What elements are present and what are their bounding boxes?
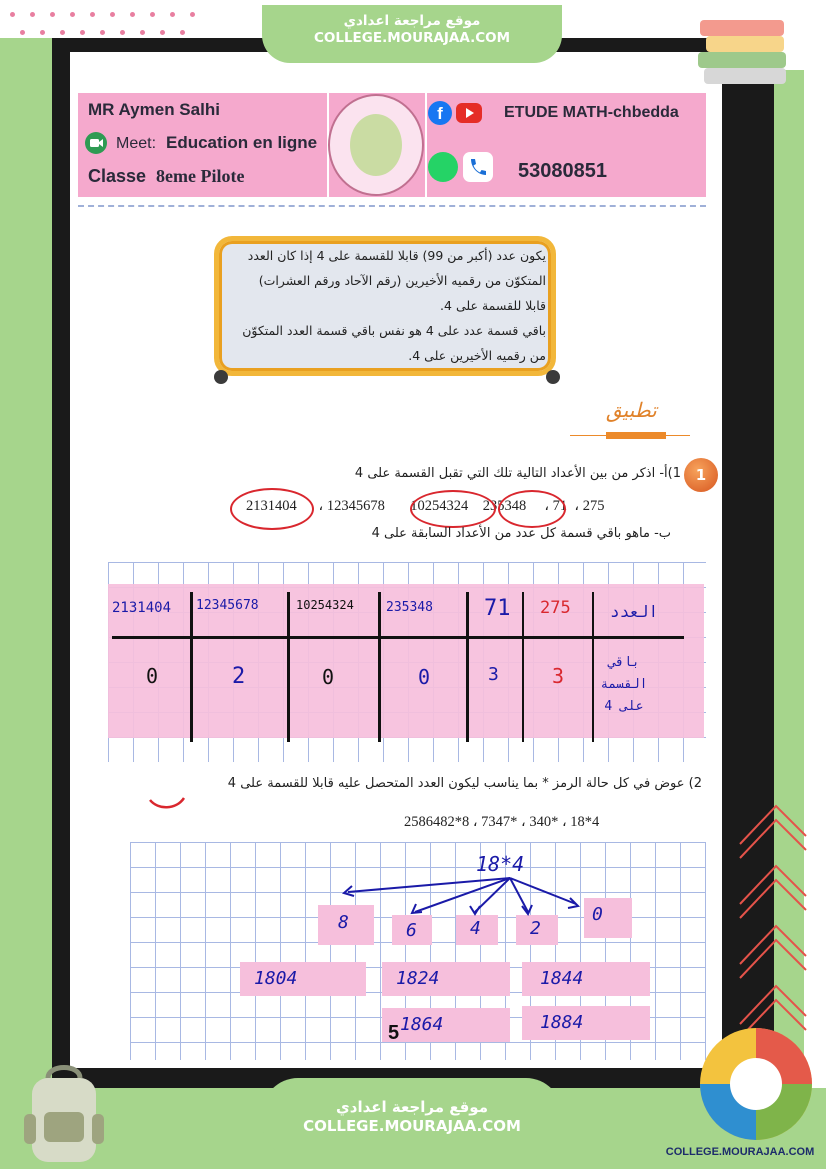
school-seal [328,94,424,196]
google-meet-icon [84,131,108,155]
result-number: 1804 [254,968,298,989]
table-v-rule [378,592,381,742]
facebook-icon[interactable]: f [428,101,452,125]
choice-digit: 0 [592,904,603,925]
card-screw [546,370,560,384]
circle-mark [410,490,496,528]
backpack-icon [14,1060,114,1166]
banner-url: COLLEGE.MOURAJAA.COM [313,29,511,46]
circle-mark [498,490,566,528]
top-site-banner[interactable] [262,5,562,63]
choice-digit: 8 [338,912,349,933]
meet-label: Meet: [116,135,157,152]
table-v-rule [190,592,193,742]
bottom-site-banner[interactable] [262,1078,562,1158]
circle-mark [230,488,314,530]
class-label: Classe [88,166,147,186]
result-number: 1844 [540,968,584,989]
phone-icon[interactable] [462,151,494,183]
result-number: 1864 [400,1014,444,1035]
phone-number: 53080851 [518,160,607,182]
section-underline-bar [606,432,666,439]
question-1b: ب- ماهو باقي قسمة كل عدد من الأعداد السابقة على 4 [371,526,671,541]
question-2: 2) عوض في كل حالة الرمز * بما يناسب ليكون العدد المتحصل عليه قابلا للقسمة على 4 [227,776,702,791]
choice-digit: 6 [406,920,417,941]
table-col-number: 12345678 [196,598,259,613]
table-col-number: 275 [540,598,571,618]
question-1a: 1)أ- اذكر من بين الأعداد التالية تلك التي تقبل القسمة على 4 [354,466,681,481]
result-number: 1884 [540,1012,584,1033]
underline-mark [148,796,188,812]
table-col-number: 2131404 [112,600,172,616]
table-h-rule [112,636,684,639]
row-label: باقي القسمة على 4 [600,655,648,714]
banner-url: COLLEGE.MOURAJAA.COM [303,1116,521,1135]
table-v-rule [522,592,524,742]
table-v-rule [466,592,469,742]
remainder-value: 3 [488,664,499,685]
rule-line: من رقميه الأخيرين على 4. [408,348,546,363]
banner-arabic: موقع مراجعة اعدادي [336,1098,488,1116]
channel-name: ETUDE MATH-chbedda [504,104,679,121]
table-col-number: 71 [484,596,511,621]
page-number: 5 [388,1022,400,1044]
rule-line: باقي قسمة عدد على 4 هو نفس باقي قسمة العدد المتكوّن [242,323,546,338]
class-value: 8eme Pilote [156,166,245,186]
result-number: 1824 [396,968,440,989]
rule-line: المتكوّن من رقميه الأخيرين (رقم الآحاد ورقم العشرات) [258,273,546,288]
tree-arrows [330,860,600,930]
exercise-number: 1 [684,458,718,492]
card-screw [214,370,228,384]
header-dashed-rule [78,205,706,207]
green-left-strip [0,38,52,1169]
numbers-list: 2131404 ، 12345678 10254324 235348 ، 71 ، 275 [246,498,605,514]
table-v-rule [592,592,594,742]
rule-line: يكون عدد (أكبر من 99) قابلا للقسمة على 4 إذا كان العدد [247,248,546,263]
divisibility-rule [224,243,546,368]
teacher-name: MR Aymen Salhi [88,100,220,119]
remainder-value: 2 [232,664,246,689]
logo-caption: COLLEGE.MOURAJAA.COM [665,1146,815,1158]
site-logo-icon[interactable] [697,1025,815,1143]
section-title: تطبيق [606,398,657,422]
root-number: 18*4 [476,852,525,876]
table-v-rule [287,592,290,742]
books-icon [690,12,800,92]
table-header-label: العدد [610,602,659,621]
remainder-value: 0 [322,665,335,689]
remainder-value: 0 [418,665,431,689]
table-col-number: 10254324 [296,598,354,612]
header-divider [425,93,427,197]
banner-arabic: موقع مراجعة اعدادي [343,13,481,29]
choice-digit: 4 [470,918,481,939]
question-2-items: 2586482*8 ، 7347* ، 340* ، 18*4 [404,814,600,830]
remainder-value: 3 [552,664,565,688]
rule-line: قابلا للقسمة على 4. [440,298,546,313]
table-col-number: 235348 [386,600,433,615]
youtube-icon[interactable] [456,103,482,123]
whatsapp-icon[interactable] [428,152,458,182]
remainder-value: 0 [146,664,159,688]
meet-value: Education en ligne [166,133,318,152]
choice-digit: 2 [530,918,541,939]
